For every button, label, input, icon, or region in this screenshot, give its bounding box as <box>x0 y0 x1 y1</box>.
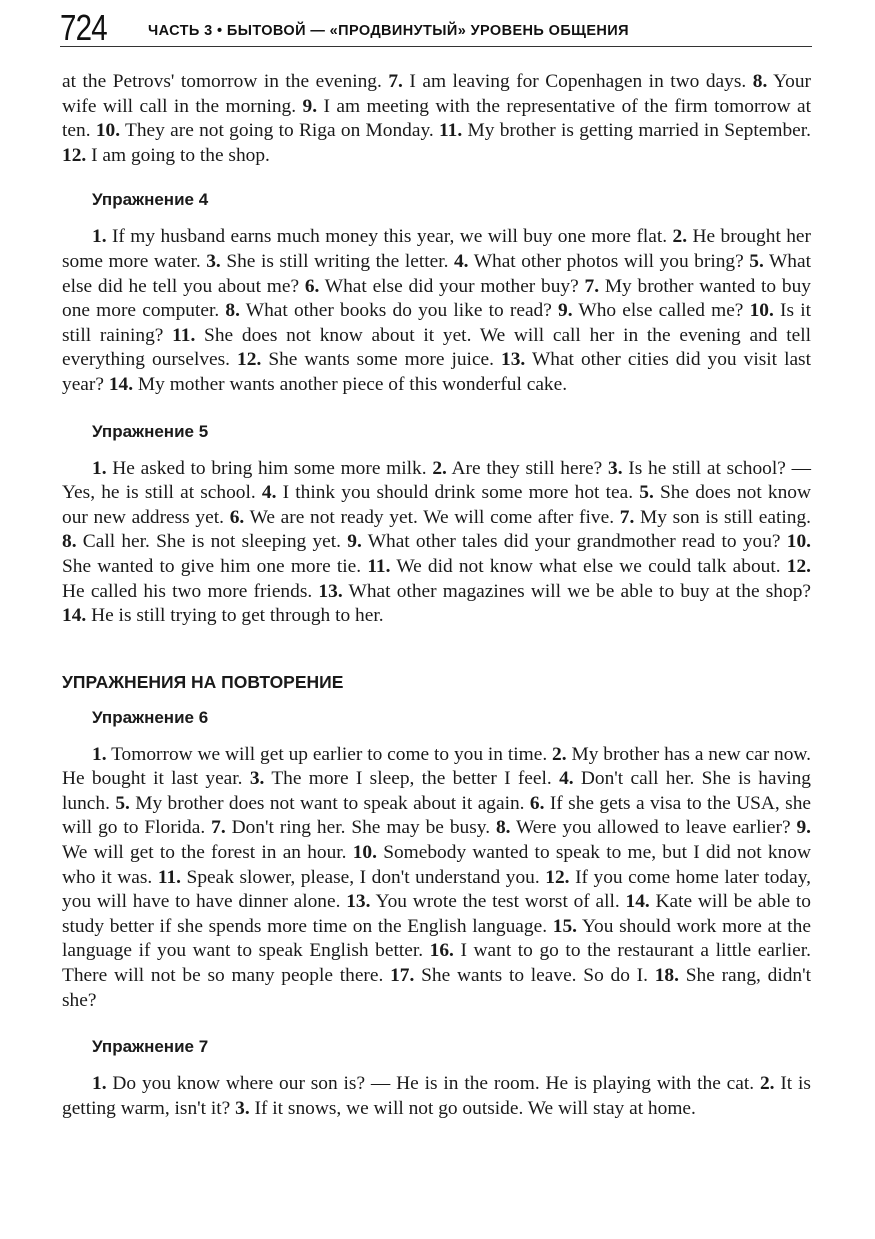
item-number: 10. <box>749 300 774 322</box>
sentence-text: My brother does not want to speak about it again. <box>129 792 530 814</box>
intro-paragraph <box>62 70 811 168</box>
sentence-text: Kate will be able to study better if she spends more time on the English language. <box>62 891 811 937</box>
sentence-text: We will get to the forest in an hour. <box>62 842 353 864</box>
sentence-text: We are not ready yet. We will come after five. <box>244 506 620 528</box>
sentence-text: Were you allowed to leave earlier? <box>510 817 797 839</box>
sentence-text: My son is still eating. <box>634 506 811 528</box>
item-number: 10. <box>95 120 121 142</box>
sentence-text: What other tales did your grandmother read to you? <box>361 531 787 553</box>
sentence-text: He brought her some more water. <box>62 226 811 272</box>
sentence-text: Is it still raining? <box>62 300 812 346</box>
item-number: 9. <box>347 531 362 553</box>
item-number: 12. <box>237 349 262 371</box>
item-number: 12. <box>62 144 87 166</box>
sentence-text: If it snows, we will not go outside. We will stay at home. <box>249 1097 696 1119</box>
sentence-text: Don't ring her. She may be busy. <box>225 817 496 839</box>
item-number: 10. <box>786 531 811 553</box>
running-head: ЧАСТЬ 3 • БЫТОВОЙ — «ПРОДВИНУТЫЙ» УРОВЕНЬ ОБЩЕНИЯ <box>148 23 629 39</box>
page-number: 724 <box>60 7 107 48</box>
sentence-text: She does not know our new address yet. <box>62 482 811 528</box>
sentence-text: My mother wants another piece of this wonderful cake. <box>133 373 568 395</box>
item-number: 3. <box>608 457 623 479</box>
sentence-text: What else did he tell you about me? <box>62 250 811 297</box>
item-number: 5. <box>639 482 654 504</box>
sentence-text: Somebody wanted to speak to me, but I did not know who it was. <box>62 842 811 888</box>
item-number: 7. <box>619 506 635 528</box>
item-number: 6. <box>304 275 320 297</box>
sentence-text: Who else called me? <box>572 300 750 322</box>
sentence-text: If she gets a visa to the USA, she will go to Florida. <box>62 792 811 839</box>
sentence-text: What other cities did you visit last year? <box>62 349 811 395</box>
item-number: 4. <box>453 250 469 272</box>
item-number: 3. <box>249 768 265 790</box>
section-title: УПРАЖНЕНИЯ НА ПОВТОРЕНИЕ <box>62 671 344 692</box>
exercise-7-title: Упражнение 7 <box>92 1037 209 1057</box>
item-number: 4. <box>261 482 277 504</box>
item-number: 7. <box>211 817 226 839</box>
item-number: 4. <box>559 768 574 790</box>
sentence-text: What other photos will you bring? <box>468 250 750 272</box>
item-number: 11. <box>157 866 181 888</box>
item-number: 5. <box>115 792 130 814</box>
item-number: 7. <box>388 71 403 92</box>
sentence-text: I want to go to the restaurant a little earlier. There will not be so many people there. <box>62 940 811 987</box>
sentence-text: She wanted to give him one more tie. <box>62 555 368 577</box>
sentence-text: What else did your mother buy? <box>319 275 585 297</box>
sentence-text: My brother has a new car now. He bought it last year. <box>62 743 812 790</box>
item-number: 15. <box>552 915 577 937</box>
exercise-6-text <box>62 743 811 1014</box>
item-number: 14. <box>625 891 650 913</box>
item-number: 7. <box>584 275 600 297</box>
sentence-text: We did not know what else we could talk about. <box>390 555 787 577</box>
item-number: 1. <box>92 743 107 765</box>
item-number: 11. <box>172 324 196 346</box>
item-number: 12. <box>786 555 812 577</box>
item-number: 3. <box>235 1097 250 1119</box>
item-number: 17. <box>390 965 415 987</box>
sentence-text: The more I sleep, the better I feel. <box>264 768 560 790</box>
item-number: 14. <box>62 605 87 627</box>
item-number: 2. <box>552 743 567 765</box>
sentence-text: She rang, didn't she? <box>62 965 811 1011</box>
item-number: 18. <box>654 965 679 987</box>
sentence-text: She wants some more juice. <box>261 349 502 371</box>
item-number: 13. <box>318 580 343 602</box>
exercise-7-text <box>62 1072 811 1121</box>
item-number: 3. <box>206 250 221 272</box>
sentence-text: She does not know about it yet. We will call her in the evening and tell everything ourselves. <box>62 324 811 371</box>
item-number: 6. <box>529 792 545 814</box>
sentence-text: He asked to bring him some more milk. <box>106 457 433 479</box>
exercise-6-title: Упражнение 6 <box>92 707 209 727</box>
item-number: 16. <box>429 940 454 962</box>
sentence-text: She wants to leave. So do I. <box>414 965 655 987</box>
page-content <box>62 70 811 1121</box>
item-number: 10. <box>352 842 377 864</box>
sentence-text: Call her. She is not sleeping yet. <box>76 531 348 553</box>
item-number: 8. <box>62 531 77 553</box>
item-number: 6. <box>229 506 245 528</box>
sentence-text: He called his two more friends. <box>62 580 319 602</box>
item-number: 9. <box>302 95 318 117</box>
header-rule <box>60 46 812 47</box>
sentence-text: Speak slower, please, I don't understand you. <box>181 866 546 888</box>
exercise-5-text <box>62 457 811 629</box>
item-number: 2. <box>432 457 447 479</box>
item-number: 8. <box>225 300 240 322</box>
sentence-text: I am leaving for Copenhagen in two days. <box>402 71 753 92</box>
sentence-text: Your wife will call in the morning. <box>62 71 811 117</box>
item-number: 8. <box>752 71 768 92</box>
item-number: 8. <box>495 817 511 839</box>
sentence-text: Are they still here? <box>446 457 608 479</box>
exercise-4-title: Упражнение 4 <box>92 190 209 210</box>
sentence-text: Do you know where our son is? — He is in the room. He is playing with the cat. <box>106 1073 760 1095</box>
sentence-text: Don't call her. She is having lunch. <box>62 768 812 814</box>
item-number: 1. <box>92 226 107 248</box>
sentence-text: at the Petrovs' tomorrow in the evening. <box>62 71 389 92</box>
item-number: 9. <box>558 300 573 322</box>
item-number: 12. <box>545 866 570 888</box>
item-number: 11. <box>367 555 391 577</box>
sentence-text: What other books do you like to read? <box>239 300 559 322</box>
sentence-text: I think you should drink some more hot tea. <box>276 482 640 504</box>
sentence-text: Is he still at school? — Yes, he is still at school. <box>62 457 811 504</box>
item-number: 13. <box>346 891 371 913</box>
item-number: 1. <box>92 457 107 479</box>
item-number: 13. <box>501 349 526 371</box>
item-number: 14. <box>108 373 134 395</box>
sentence-text: I am going to the shop. <box>86 144 270 166</box>
sentence-text: Tomorrow we will get up earlier to come to you in time. <box>106 743 553 765</box>
exercise-5-title: Упражнение 5 <box>92 421 209 441</box>
sentence-text: If my husband earns much money this year, we will buy one more flat. <box>106 226 673 248</box>
item-number: 5. <box>749 250 764 272</box>
sentence-text: You wrote the test worst of all. <box>370 891 626 913</box>
item-number: 11. <box>439 120 463 142</box>
sentence-text: You should work more at the language if you want to speak English better. <box>62 915 811 962</box>
sentence-text: What other magazines will we be able to buy at the shop? <box>342 580 811 602</box>
item-number: 2. <box>759 1073 775 1095</box>
sentence-text: My brother is getting married in September. <box>462 120 811 142</box>
sentence-text: He is still trying to get through to her. <box>86 605 384 627</box>
item-number: 9. <box>796 817 812 839</box>
item-number: 1. <box>92 1073 107 1095</box>
sentence-text: My brother wanted to buy one more computer. <box>62 275 811 322</box>
sentence-text: It is getting warm, isn't it? <box>62 1073 811 1119</box>
item-number: 2. <box>672 226 688 248</box>
page-header <box>60 8 812 48</box>
sentence-text: They are not going to Riga on Monday. <box>120 120 440 142</box>
sentence-text: If you come home later today, you will have to have dinner alone. <box>62 866 812 913</box>
sentence-text: I am meeting with the representative of the firm tomorrow at ten. <box>62 95 811 142</box>
exercise-4-text <box>62 225 811 397</box>
sentence-text: She is still writing the letter. <box>220 250 454 272</box>
